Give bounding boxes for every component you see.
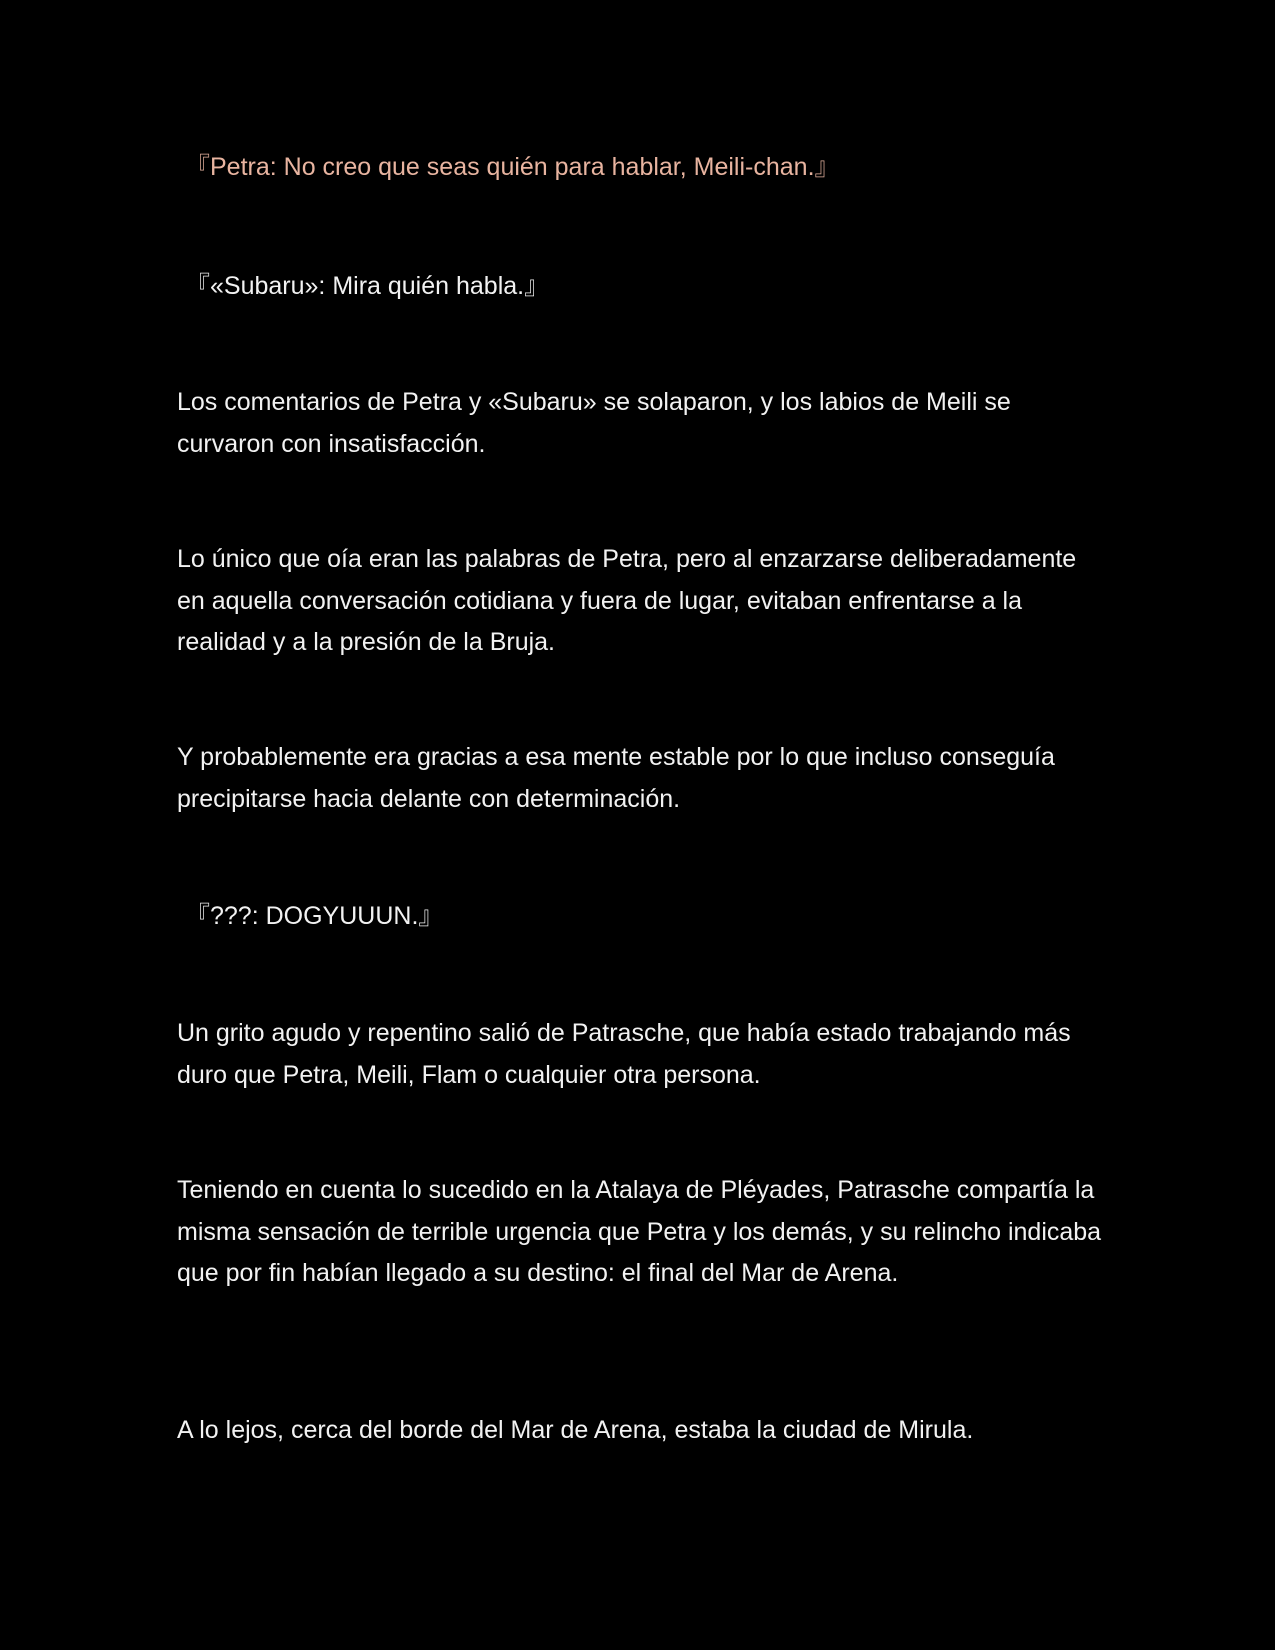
dialogue-unknown: 『???: DOGYUUUN.』 xyxy=(185,902,444,930)
paragraph-mirula: A lo lejos, cerca del borde del Mar de Arena, estaba la ciudad de Mirula. xyxy=(177,1416,974,1444)
paragraph-comments-overlap: Los comentarios de Petra y «Subaru» se solaparon, y los labios de Meili se curvaron con insatisfacción. xyxy=(177,388,1011,458)
dialogue-subaru: 『«Subaru»: Mira quién habla.』 xyxy=(185,272,550,300)
paragraph-petra-words: Lo único que oía eran las palabras de Petra, pero al enzarzarse deliberadamente en aquella conversación cotidiana y fuera de lugar, evitaban enfrentarse a la realidad y a la presión de la Bruja. xyxy=(177,545,1077,656)
dialogue-petra: 『Petra: No creo que seas quién para hablar, Meili-chan.』 xyxy=(185,153,840,181)
paragraph-stable-mind: Y probablemente era gracias a esa mente estable por lo que incluso conseguía precipitarse hacia delante con determinación. xyxy=(177,743,1055,813)
paragraph-pleiades-urgency: Teniendo en cuenta lo sucedido en la Atalaya de Pléyades, Patrasche compartía la misma sensación de terrible urgencia que Petra y los demás, y su relincho indicaba que por fin habían llegado a su destino: el final del Mar de Arena. xyxy=(177,1176,1102,1287)
paragraph-patrasche-cry: Un grito agudo y repentino salió de Patrasche, que había estado trabajando más duro que Petra, Meili, Flam o cualquier otra persona. xyxy=(177,1019,1071,1089)
